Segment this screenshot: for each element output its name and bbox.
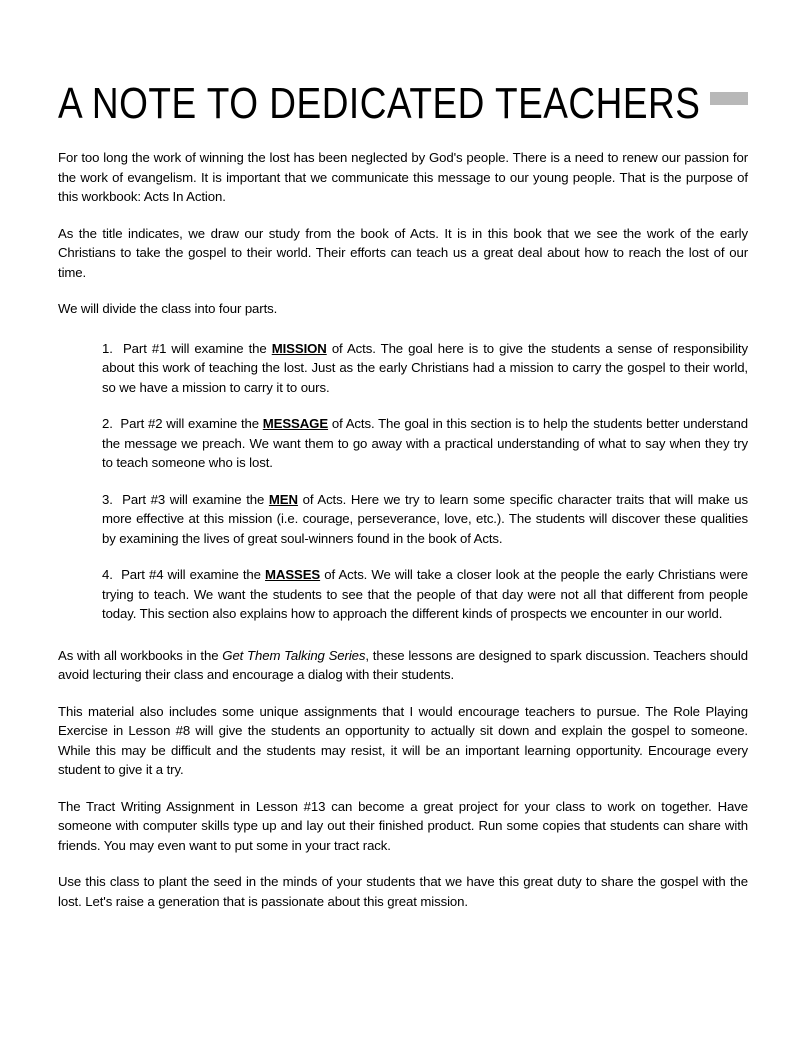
list-item-emphasis: MISSION xyxy=(271,340,327,356)
list-item-text-before: Part #4 will examine the xyxy=(121,567,266,582)
list-item xyxy=(102,414,748,473)
paragraph-divide: We will divide the class into four parts. xyxy=(58,301,278,316)
document-body xyxy=(58,148,748,911)
paragraph-series xyxy=(58,646,748,685)
paragraph-intro-text-b: . xyxy=(222,189,226,204)
parts-list xyxy=(58,339,748,624)
paragraph-assignments: This material also includes some unique assignments that I would encourage teachers to pursue. The Role Playing Exercise in Lesson #8 will give the students an opportunity to actually sit down and explain the gospel to someone. While this may be difficult and the students may resist, it will be an important learning opportunity. Encourage every student to give it a try. xyxy=(58,703,748,777)
paragraph-closing: Use this class to plant the seed in the minds of your students that we have this great duty to share the gospel with the lost. Let's raise a generation that is passionate about this great mission. xyxy=(58,874,748,909)
list-item-text-before: Part #3 will examine the xyxy=(122,491,269,507)
list-item-text-after: of Acts. The goal here is to give the students a sense of responsibility about this work of teaching the lost. Just as the early Christians had a mission to carry the gospel to their world, so we have a mission to carry it to ours. xyxy=(102,340,748,395)
series-title: Get Them Talking Series xyxy=(222,647,366,663)
list-item-text-after: of Acts. Here we try to learn some specific character traits that will make us more effective at this mission (i.e. courage, perseverance, love, etc.). The students will discover these qualities by examining the lives of great soul-winners found in the book of Acts. xyxy=(102,491,748,546)
list-item-emphasis: MESSAGE xyxy=(262,416,329,431)
list-item-number: 3. xyxy=(102,491,113,507)
list-item xyxy=(102,565,748,624)
paragraph-intro-text-a: For too long the work of winning the lost has been neglected by God's people. There is a need to renew our passion for the work of evangelism. It is important that we communicate this message to our young people. That is the purpose of this workbook: xyxy=(58,150,748,204)
list-item xyxy=(102,339,748,398)
list-item-text-before: Part #2 will examine the xyxy=(120,416,263,431)
paragraph-source: As the title indicates, we draw our study from the book of Acts. It is in this book that we see the work of the early Christians to take the gospel to their world. Their efforts can teach us a great deal about how to reach the lost of our time. xyxy=(58,225,748,280)
list-item-emphasis: MEN xyxy=(268,491,298,507)
workbook-title: Acts In Action xyxy=(143,189,223,204)
list-item-number: 1. xyxy=(102,340,113,356)
list-item-text-before: Part #1 will examine the xyxy=(122,340,272,356)
list-item-text-after: of Acts. We will take a closer look at the people the early Christians were trying to teach. We want the students to see that the people of that day were not all that different from people today. This section also explains how to approach the different kinds of prospects we encounter in our world. xyxy=(102,567,748,621)
list-item xyxy=(102,490,748,549)
paragraph-tract: The Tract Writing Assignment in Lesson #13 can become a great project for your class to work on together. Have someone with computer skills type up and lay out their finished product. Run some copies that students can share with friends. You may even want to put some in your tract rack. xyxy=(58,798,748,853)
page-title-block xyxy=(58,78,748,128)
paragraph-intro xyxy=(58,148,748,207)
page-title: A NOTE TO DEDICATED TEACHERS xyxy=(58,78,710,130)
list-item-emphasis: MASSES xyxy=(265,567,321,582)
list-item-text-after: of Acts. The goal in this section is to help the students better understand the message we preach. We want them to go away with a practical understanding of what to say when they try to teach someone who is lost. xyxy=(102,416,748,470)
list-item-number: 4. xyxy=(102,567,113,582)
paragraph-series-text-a: As with all workbooks in the xyxy=(58,647,223,663)
paragraph-series-text-b: , these lessons are designed to spark discussion. Teachers should avoid lecturing their class and encourage a dialog with their students. xyxy=(58,647,748,682)
list-item-number: 2. xyxy=(102,416,113,431)
